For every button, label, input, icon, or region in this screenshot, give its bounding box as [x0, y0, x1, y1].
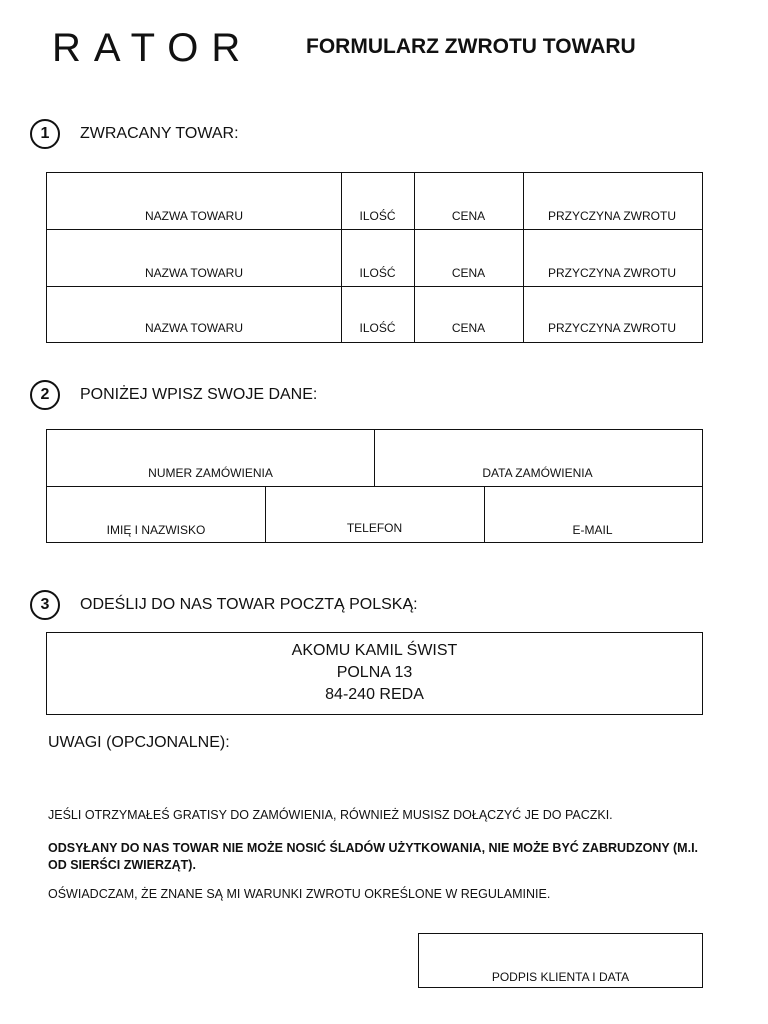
item-price-field[interactable]: CENA	[451, 266, 486, 280]
section-2-number: 2	[30, 380, 60, 410]
item-quantity-field[interactable]: ILOŚĆ	[359, 266, 396, 280]
page-title: FORMULARZ ZWROTU TOWARU	[306, 35, 636, 58]
phone-field[interactable]: TELEFON	[346, 521, 403, 535]
address-city: 84-240 REDA	[325, 686, 424, 703]
order-date-field[interactable]: DATA ZAMÓWIENIA	[482, 466, 593, 480]
returned-items-table	[46, 172, 703, 343]
item-price-field[interactable]: CENA	[451, 321, 486, 335]
item-name-field[interactable]: NAZWA TOWARU	[144, 321, 243, 335]
notes-label: UWAGI (OPCJONALNE):	[48, 734, 230, 751]
brand-logo: RATOR	[52, 26, 254, 70]
address-recipient: AKOMU KAMIL ŚWIST	[291, 642, 458, 659]
item-quantity-field[interactable]: ILOŚĆ	[359, 321, 396, 335]
item-name-field[interactable]: NAZWA TOWARU	[144, 266, 243, 280]
section-3-title: ODEŚLIJ DO NAS TOWAR POCZTĄ POLSKĄ:	[80, 596, 418, 613]
item-price-field[interactable]: CENA	[451, 209, 486, 223]
full-name-field[interactable]: IMIĘ I NAZWISKO	[106, 523, 206, 537]
item-reason-field[interactable]: PRZYCZYNA ZWROTU	[548, 209, 676, 223]
return-address-box	[46, 632, 703, 715]
customer-data-table	[46, 429, 703, 543]
section-1-number: 1	[30, 119, 60, 149]
info-condition: ODSYŁANY DO NAS TOWAR NIE MOŻE NOSIĆ ŚLADÓW UŻYTKOWANIA, NIE MOŻE BYĆ ZABRUDZONY (M.I. OD SIERŚCI ZWIERZĄT).	[48, 841, 699, 872]
signature-field[interactable]: PODPIS KLIENTA I DATA	[418, 933, 703, 988]
order-number-field[interactable]: NUMER ZAMÓWIENIA	[148, 466, 273, 480]
item-name-field[interactable]: NAZWA TOWARU	[144, 209, 243, 223]
section-1-title: ZWRACANY TOWAR:	[80, 125, 239, 142]
email-field[interactable]: E-MAIL	[572, 523, 613, 537]
section-2-title: PONIŻEJ WPISZ SWOJE DANE:	[80, 386, 318, 403]
item-quantity-field[interactable]: ILOŚĆ	[359, 209, 396, 223]
item-reason-field[interactable]: PRZYCZYNA ZWROTU	[548, 266, 676, 280]
item-reason-field[interactable]: PRZYCZYNA ZWROTU	[548, 321, 676, 335]
info-gifts: JEŚLI OTRZYMAŁEŚ GRATISY DO ZAMÓWIENIA, RÓWNIEŻ MUSISZ DOŁĄCZYĆ JE DO PACZKI.	[48, 808, 613, 822]
section-3-number: 3	[30, 590, 60, 620]
info-declaration: OŚWIADCZAM, ŻE ZNANE SĄ MI WARUNKI ZWROTU OKREŚLONE W REGULAMINIE.	[48, 887, 551, 901]
address-street: POLNA 13	[336, 664, 413, 681]
